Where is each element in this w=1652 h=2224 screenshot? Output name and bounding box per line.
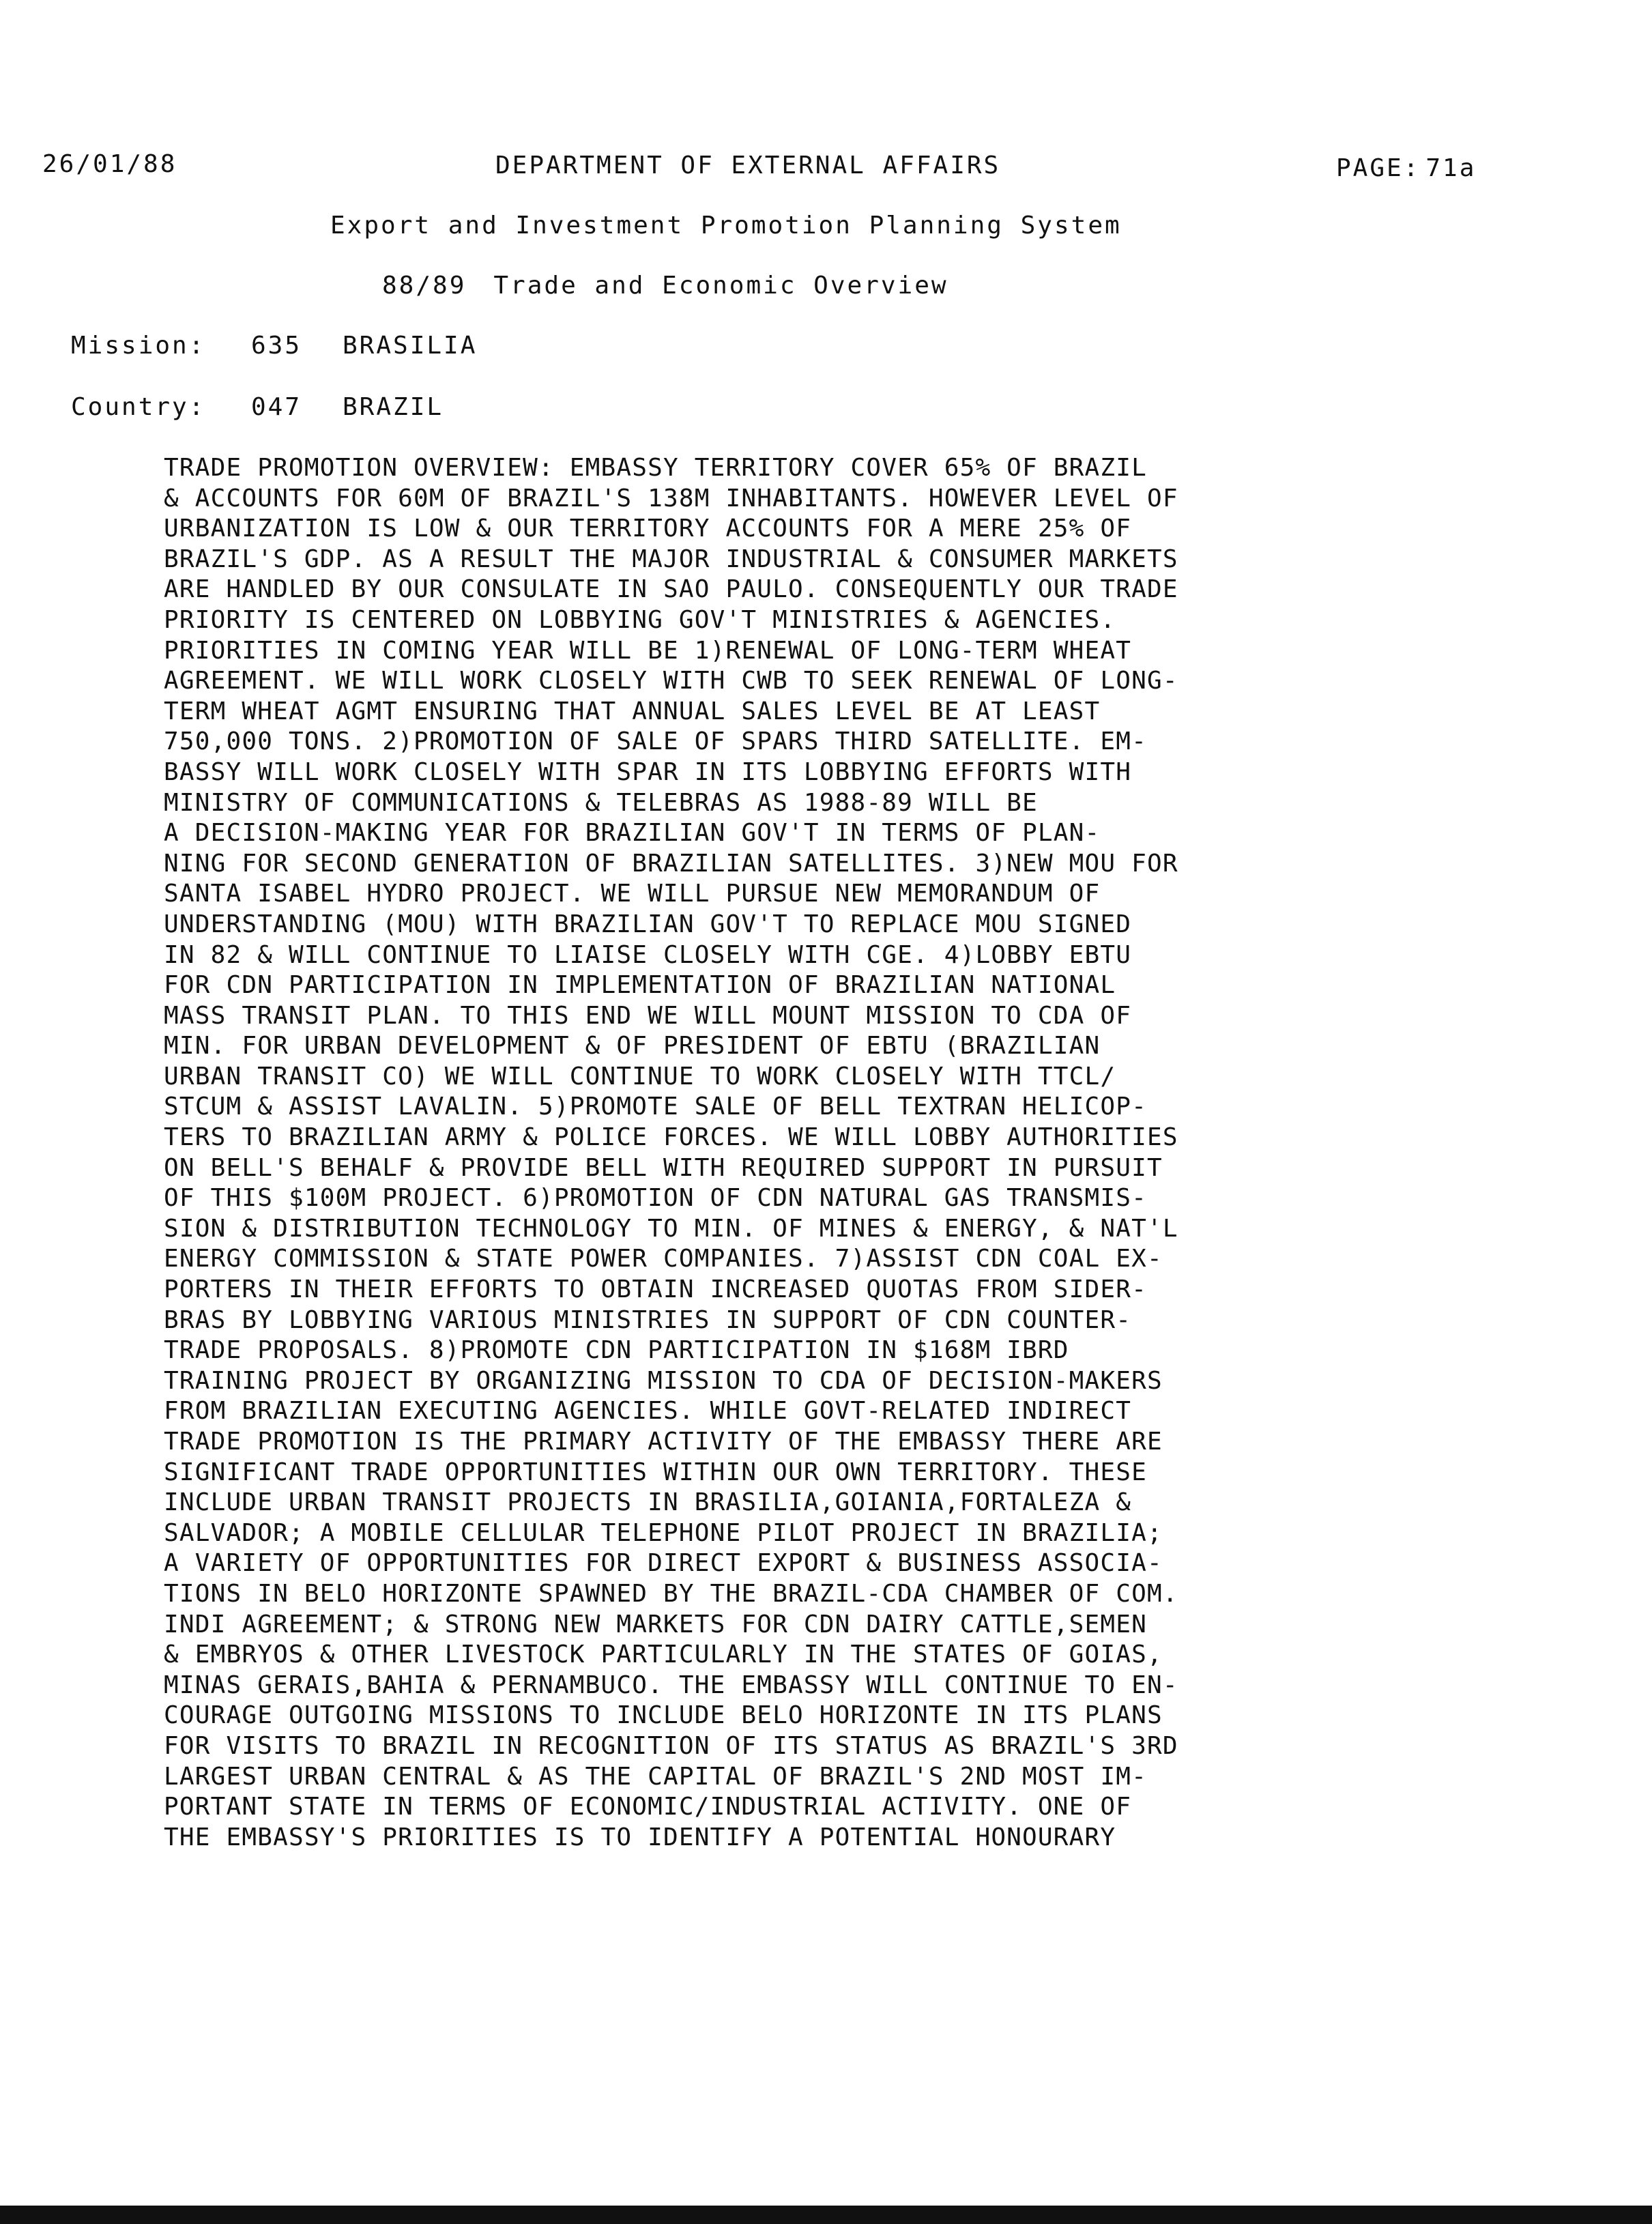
body-text-line: COURAGE OUTGOING MISSIONS TO INCLUDE BELO HORIZONTE IN ITS PLANS [164, 1701, 1163, 1730]
overview-year: 88/89 [382, 272, 467, 300]
body-text-line: TERM WHEAT AGMT ENSURING THAT ANNUAL SALES LEVEL BE AT LEAST [164, 697, 1101, 725]
body-text-line: SION & DISTRIBUTION TECHNOLOGY TO MIN. OF MINES & ENERGY, & NAT'L [164, 1214, 1178, 1243]
body-text-line: INDI AGREEMENT; & STRONG NEW MARKETS FOR CDN DAIRY CATTLE,SEMEN [164, 1610, 1148, 1638]
body-text-line: AGREEMENT. WE WILL WORK CLOSELY WITH CWB TO SEEK RENEWAL OF LONG- [164, 667, 1178, 695]
body-text-line: PORTANT STATE IN TERMS OF ECONOMIC/INDUSTRIAL ACTIVITY. ONE OF [164, 1793, 1132, 1821]
body-text-line: OF THIS $100M PROJECT. 6)PROMOTION OF CDN NATURAL GAS TRANSMIS- [164, 1184, 1148, 1213]
body-text-line: MINAS GERAIS,BAHIA & PERNAMBUCO. THE EMBASSY WILL CONTINUE TO EN- [164, 1671, 1178, 1699]
trade-promotion-overview-text [164, 453, 1378, 1853]
mission-label: Mission: [71, 332, 206, 360]
page-indicator [1336, 154, 1476, 182]
mission-name: BRASILIA [343, 332, 478, 360]
body-text-line: FROM BRAZILIAN EXECUTING AGENCIES. WHILE GOVT-RELATED INDIRECT [164, 1397, 1132, 1426]
mission-line [71, 332, 477, 360]
body-text-line: & EMBRYOS & OTHER LIVESTOCK PARTICULARLY IN THE STATES OF GOIAS, [164, 1641, 1163, 1669]
body-text-line: URBAN TRANSIT CO) WE WILL CONTINUE TO WORK CLOSELY WITH TTCL/ [164, 1062, 1116, 1091]
system-title: Export and Investment Promotion Planning System [330, 212, 1122, 240]
page-number: 71a [1425, 154, 1477, 182]
body-text-line: ON BELL'S BEHALF & PROVIDE BELL WITH REQUIRED SUPPORT IN PURSUIT [164, 1153, 1163, 1182]
body-text-line: FOR CDN PARTICIPATION IN IMPLEMENTATION OF BRAZILIAN NATIONAL [164, 971, 1116, 1000]
body-text-line: BRAS BY LOBBYING VARIOUS MINISTRIES IN SUPPORT OF CDN COUNTER- [164, 1305, 1132, 1334]
body-text-line: MINISTRY OF COMMUNICATIONS & TELEBRAS AS 1988-89 WILL BE [164, 788, 1038, 817]
body-text-line: NING FOR SECOND GENERATION OF BRAZILIAN SATELLITES. 3)NEW MOU FOR [164, 849, 1178, 878]
overview-title: Trade and Economic Overview [493, 272, 948, 300]
department-title: DEPARTMENT OF EXTERNAL AFFAIRS [495, 151, 1001, 179]
body-text-line: ARE HANDLED BY OUR CONSULATE IN SAO PAULO. CONSEQUENTLY OUR TRADE [164, 575, 1178, 604]
body-text-line: THE EMBASSY'S PRIORITIES IS TO IDENTIFY A POTENTIAL HONOURARY [164, 1823, 1116, 1851]
country-name: BRAZIL [343, 393, 444, 421]
body-text-line: TRADE PROMOTION IS THE PRIMARY ACTIVITY OF THE EMBASSY THERE ARE [164, 1428, 1163, 1456]
body-text-line: STCUM & ASSIST LAVALIN. 5)PROMOTE SALE OF BELL TEXTRAN HELICOP- [164, 1093, 1148, 1121]
body-text-line: PORTERS IN THEIR EFFORTS TO OBTAIN INCREASED QUOTAS FROM SIDER- [164, 1275, 1148, 1304]
body-text-line: & ACCOUNTS FOR 60M OF BRAZIL'S 138M INHABITANTS. HOWEVER LEVEL OF [164, 484, 1178, 512]
body-text-line: A VARIETY OF OPPORTUNITIES FOR DIRECT EXPORT & BUSINESS ASSOCIA- [164, 1549, 1163, 1578]
body-text-line: TRADE PROPOSALS. 8)PROMOTE CDN PARTICIPATION IN $168M IBRD [164, 1336, 1069, 1365]
body-text-line: SALVADOR; A MOBILE CELLULAR TELEPHONE PILOT PROJECT IN BRAZILIA; [164, 1518, 1163, 1547]
body-text-line: INCLUDE URBAN TRANSIT PROJECTS IN BRASILIA,GOIANIA,FORTALEZA & [164, 1488, 1132, 1517]
body-text-line: MIN. FOR URBAN DEVELOPMENT & OF PRESIDENT OF EBTU (BRAZILIAN [164, 1032, 1101, 1060]
overview-heading [382, 272, 948, 300]
body-text-line: TIONS IN BELO HORIZONTE SPAWNED BY THE BRAZIL-CDA CHAMBER OF COM. [164, 1579, 1178, 1608]
body-text-line: PRIORITY IS CENTERED ON LOBBYING GOV'T MINISTRIES & AGENCIES. [164, 605, 1116, 634]
scan-edge-bar [0, 2206, 1652, 2224]
body-text-line: 750,000 TONS. 2)PROMOTION OF SALE OF SPARS THIRD SATELLITE. EM- [164, 727, 1148, 756]
country-line [71, 393, 444, 421]
document-date: 26/01/88 [42, 150, 177, 178]
body-text-line: PRIORITIES IN COMING YEAR WILL BE 1)RENEWAL OF LONG-TERM WHEAT [164, 636, 1132, 665]
body-text-line: SIGNIFICANT TRADE OPPORTUNITIES WITHIN OUR OWN TERRITORY. THESE [164, 1458, 1148, 1486]
body-text-line: BASSY WILL WORK CLOSELY WITH SPAR IN ITS LOBBYING EFFORTS WITH [164, 757, 1132, 786]
page-label: PAGE: [1336, 154, 1421, 182]
body-text-line: LARGEST URBAN CENTRAL & AS THE CAPITAL OF BRAZIL'S 2ND MOST IM- [164, 1762, 1148, 1791]
body-text-line: BRAZIL'S GDP. AS A RESULT THE MAJOR INDUSTRIAL & CONSUMER MARKETS [164, 545, 1178, 573]
mission-code: 635 [251, 332, 302, 360]
body-text-line: IN 82 & WILL CONTINUE TO LIAISE CLOSELY WITH CGE. 4)LOBBY EBTU [164, 940, 1132, 969]
body-text-line: TERS TO BRAZILIAN ARMY & POLICE FORCES. WE WILL LOBBY AUTHORITIES [164, 1123, 1178, 1152]
body-text-line: MASS TRANSIT PLAN. TO THIS END WE WILL MOUNT MISSION TO CDA OF [164, 1001, 1132, 1030]
body-text-line: SANTA ISABEL HYDRO PROJECT. WE WILL PURSUE NEW MEMORANDUM OF [164, 880, 1101, 908]
body-text-line: ENERGY COMMISSION & STATE POWER COMPANIES. 7)ASSIST CDN COAL EX- [164, 1245, 1163, 1273]
country-code: 047 [251, 393, 302, 421]
body-text-line: TRAINING PROJECT BY ORGANIZING MISSION TO CDA OF DECISION-MAKERS [164, 1366, 1163, 1395]
body-text-line: FOR VISITS TO BRAZIL IN RECOGNITION OF ITS STATUS AS BRAZIL'S 3RD [164, 1731, 1178, 1760]
body-text-line: TRADE PROMOTION OVERVIEW: EMBASSY TERRITORY COVER 65% OF BRAZIL [164, 454, 1148, 482]
body-text-line: URBANIZATION IS LOW & OUR TERRITORY ACCOUNTS FOR A MERE 25% OF [164, 515, 1132, 543]
country-label: Country: [71, 393, 206, 421]
body-text-line: UNDERSTANDING (MOU) WITH BRAZILIAN GOV'T TO REPLACE MOU SIGNED [164, 910, 1132, 938]
body-text-line: A DECISION-MAKING YEAR FOR BRAZILIAN GOV'T IN TERMS OF PLAN- [164, 819, 1101, 848]
